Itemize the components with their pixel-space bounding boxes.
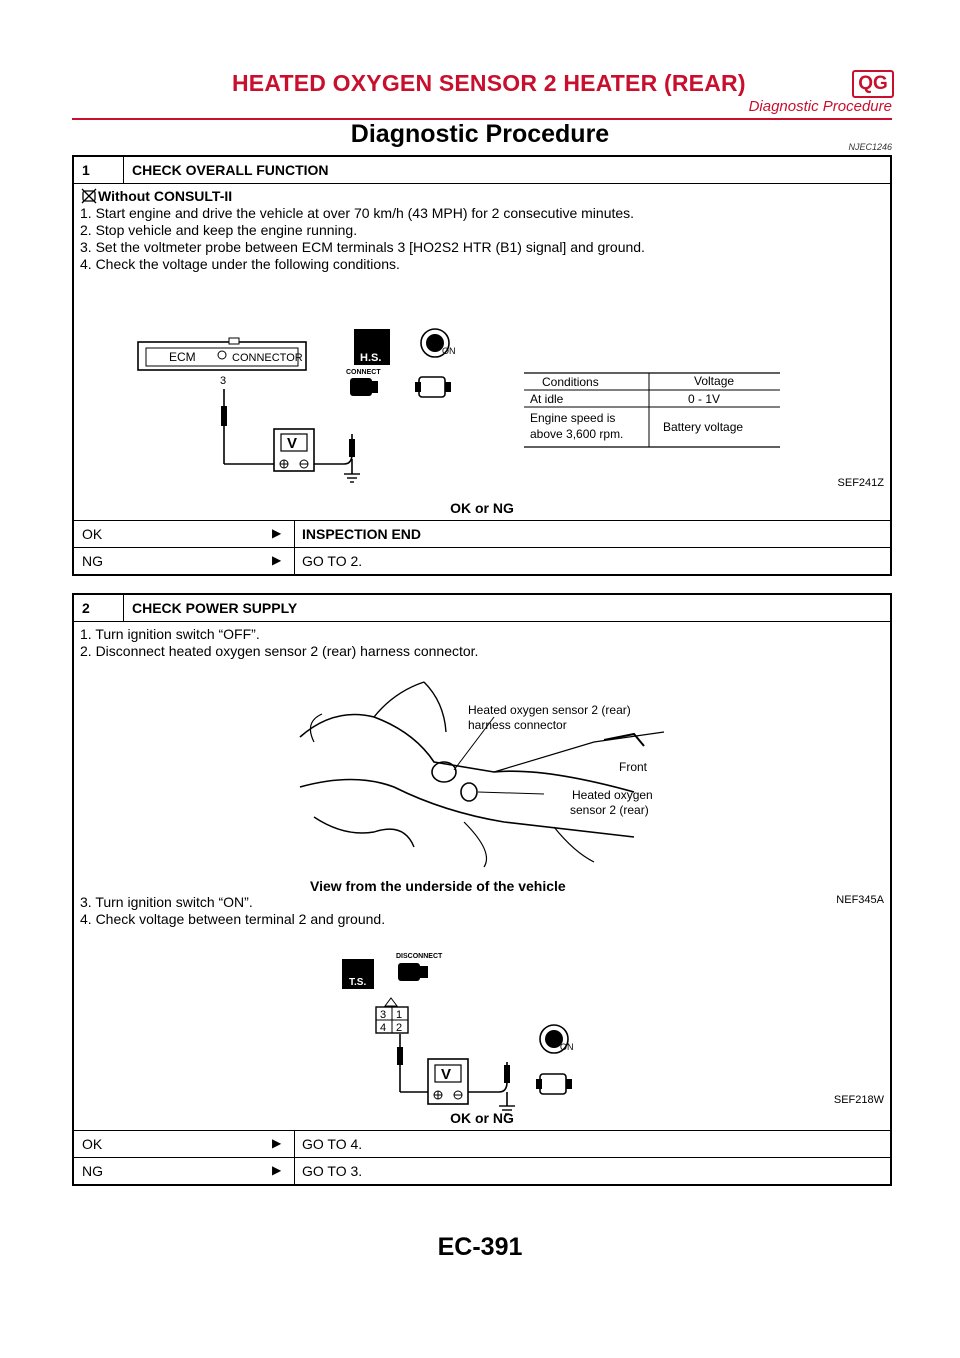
connect-label: CONNECT (346, 369, 381, 376)
arrow-icon: ▶ (272, 553, 282, 567)
figure-code: NEF345A (836, 894, 884, 906)
connector-label: CONNECTOR (232, 352, 303, 364)
sensor-location-figure (74, 622, 890, 1130)
sensor-shape (461, 783, 477, 801)
page-title: Diagnostic Procedure (350, 120, 610, 148)
step-2-header (74, 595, 890, 622)
callout-harness: Heated oxygen sensor 2 (rear) (468, 703, 631, 717)
step-1-body (74, 184, 890, 521)
instruction-line: 3. Set the voltmeter probe between ECM terminals 3 [HO2S2 HTR (B1) signal] and ground. (80, 239, 645, 255)
result-label: OK (82, 526, 103, 542)
hs-label: H.S. (360, 352, 382, 364)
step-number: 1 (82, 162, 90, 178)
instruction-line: 1. Turn ignition switch “OFF”. (80, 626, 260, 642)
table-cell: Engine speed is (530, 411, 616, 425)
instruction-line: 1. Start engine and drive the vehicle at over 70 km/h (43 MPH) for 2 consecutive minutes. (80, 205, 635, 221)
harness-connector-shape (432, 762, 456, 782)
svg-text:1: 1 (396, 1009, 403, 1021)
svg-text:4: 4 (380, 1022, 387, 1034)
figure-caption: View from the underside of the vehicle (310, 878, 566, 894)
voltmeter-label: V (441, 1066, 452, 1083)
page-number: EC-391 (437, 1233, 523, 1261)
step-1-header (74, 157, 890, 184)
divider (294, 1131, 295, 1157)
arrow-icon: ▶ (272, 1136, 282, 1150)
result-action: INSPECTION END (302, 526, 422, 542)
result-label: NG (82, 553, 103, 569)
on-label: ON (442, 346, 456, 356)
ecm-label: ECM (169, 350, 196, 364)
instruction-line: 2. Stop vehicle and keep the engine running. (80, 222, 358, 238)
step-title: CHECK OVERALL FUNCTION (132, 162, 329, 178)
step-1-box (72, 155, 892, 576)
result-label: NG (82, 1163, 103, 1179)
table-header-voltage: Voltage (694, 374, 735, 388)
divider (123, 595, 124, 621)
voltage-conditions-table (524, 373, 780, 447)
result-action: GO TO 3. (302, 1163, 363, 1179)
callout-sensor: Heated oxygen (572, 788, 653, 802)
engine-badge: QG (852, 70, 894, 98)
result-label: OK (82, 1136, 103, 1152)
section-title: HEATED OXYGEN SENSOR 2 HEATER (REAR) (232, 70, 746, 96)
engine-icon (540, 1074, 566, 1094)
instruction-line: 3. Turn ignition switch “ON”. (80, 894, 253, 910)
ts-label: T.S. (349, 977, 367, 988)
arrow-icon: ▶ (272, 526, 282, 540)
section-subtitle: Diagnostic Procedure (748, 98, 892, 115)
instruction-line: 4. Check voltage between terminal 2 and ground. (80, 911, 386, 927)
ok-or-ng-label: OK or NG (450, 1110, 514, 1126)
instruction-line: 4. Check the voltage under the following conditions. (80, 256, 400, 272)
divider (294, 548, 295, 574)
voltmeter-label: V (287, 435, 298, 452)
on-label: ON (560, 1042, 574, 1052)
disconnect-label: DISCONNECT (396, 953, 443, 960)
front-label: Front (619, 760, 648, 774)
result-action: GO TO 4. (302, 1136, 363, 1152)
divider (123, 157, 124, 183)
result-row-ng (74, 548, 890, 574)
step-number: 2 (82, 600, 90, 616)
svg-text:2: 2 (396, 1022, 403, 1034)
engine-icon (419, 377, 445, 397)
step-2-box (72, 593, 892, 1186)
callout-sensor: sensor 2 (rear) (570, 803, 649, 817)
voltage-check-figure (74, 184, 890, 520)
figure-code: SEF218W (833, 1094, 884, 1106)
callout-harness: harness connector (468, 718, 567, 732)
arrow-icon: ▶ (272, 1163, 282, 1177)
mode-label: Without CONSULT-II (98, 188, 233, 204)
table-cell: Battery voltage (663, 420, 744, 434)
table-cell: At idle (530, 392, 564, 406)
table-cell: 0 - 1V (688, 392, 721, 406)
instruction-line: 2. Disconnect heated oxygen sensor 2 (rear) harness connector. (80, 643, 479, 659)
ok-or-ng-label: OK or NG (450, 500, 514, 516)
result-row-ok (74, 521, 890, 548)
figure-code: SEF241Z (837, 477, 884, 489)
svg-text:3: 3 (380, 1009, 387, 1021)
result-action: GO TO 2. (302, 553, 363, 569)
terminal-number: 3 (220, 375, 227, 387)
result-row-ng (74, 1158, 890, 1184)
page-code: NJEC1246 (848, 142, 892, 152)
divider (294, 1158, 295, 1184)
step-title: CHECK POWER SUPPLY (132, 600, 298, 616)
table-header-conditions: Conditions (542, 375, 599, 389)
table-cell: above 3,600 rpm. (530, 427, 624, 441)
result-row-ok (74, 1131, 890, 1158)
disconnect-icon (398, 963, 420, 981)
step-2-body (74, 622, 890, 1131)
divider (294, 521, 295, 547)
